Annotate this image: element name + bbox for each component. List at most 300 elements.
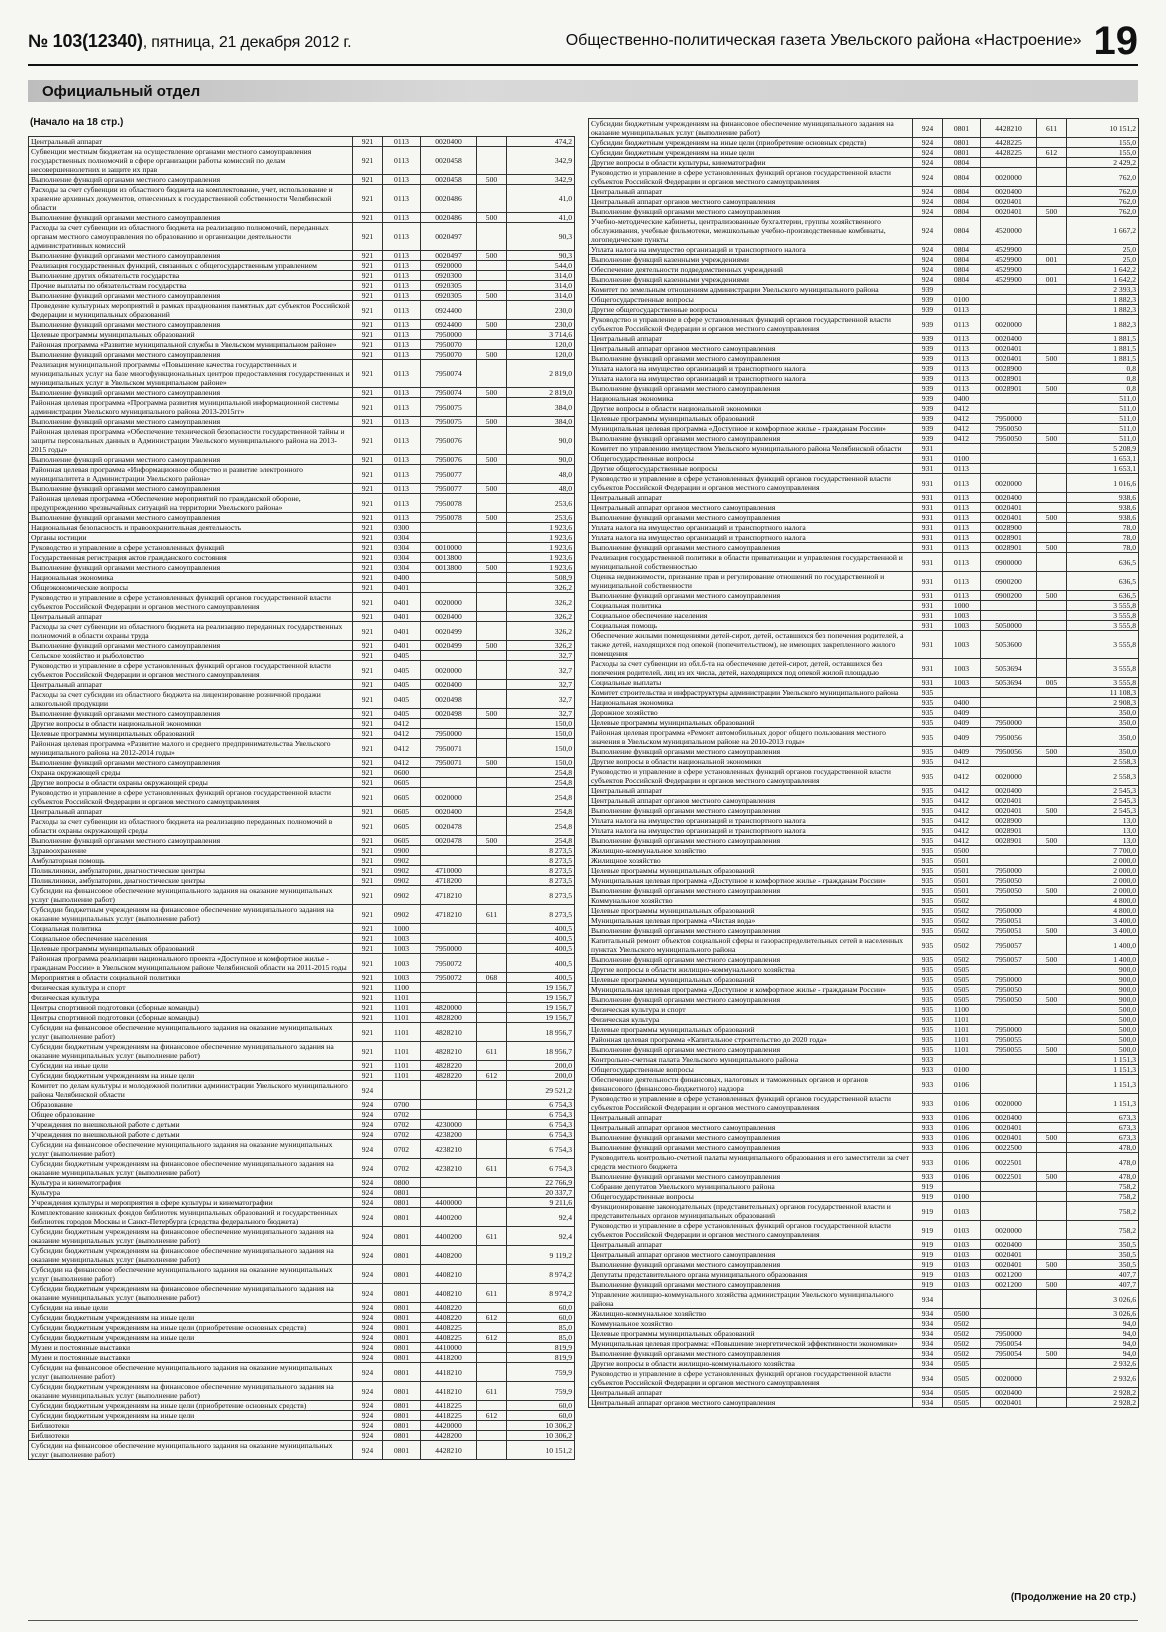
table-row — [589, 621, 1139, 631]
amount: 673,3 — [1067, 1123, 1139, 1133]
expense-type — [477, 1353, 507, 1363]
amount: 78,0 — [1067, 523, 1139, 533]
expense-type: 500 — [1037, 1133, 1067, 1143]
item-name: Другие вопросы в области жилищно-коммунального хозяйства — [589, 965, 913, 975]
ministry-code: 921 — [353, 1061, 383, 1071]
item-name: Центральный аппарат — [589, 1113, 913, 1123]
item-name: Национальная безопасность и правоохранительная деятельность — [29, 523, 353, 533]
item-name: Собрание депутатов Увельского муниципального района — [589, 1182, 913, 1192]
table-row — [589, 728, 1139, 747]
table-row — [29, 690, 575, 709]
item-name: Коммунальное хозяйство — [589, 896, 913, 906]
item-name: Выполнение функций органами местного самоуправления — [29, 758, 353, 768]
target-code: 4529900 — [981, 245, 1037, 255]
target-code — [421, 1188, 477, 1198]
ministry-code: 934 — [913, 1329, 943, 1339]
ministry-code: 933 — [913, 1113, 943, 1123]
amount: 13,0 — [1067, 826, 1139, 836]
continued-from-note: (Начало на 18 стр.) — [30, 117, 124, 128]
expense-type — [1037, 1250, 1067, 1260]
target-code — [421, 924, 477, 934]
expense-type — [1037, 1005, 1067, 1015]
ministry-code: 934 — [913, 1388, 943, 1398]
ministry-code: 935 — [913, 1035, 943, 1045]
expense-type — [477, 807, 507, 817]
table-row — [589, 168, 1139, 187]
item-name: Общегосударственные вопросы — [589, 454, 913, 464]
section-code — [943, 444, 981, 454]
amount: 1 923,6 — [507, 523, 575, 533]
table-row — [29, 612, 575, 622]
expense-type — [1037, 285, 1067, 295]
table-row — [29, 1246, 575, 1265]
target-code: 0020000 — [981, 1094, 1037, 1113]
section-code: 0801 — [383, 1382, 421, 1401]
target-code — [981, 757, 1037, 767]
table-row — [29, 543, 575, 553]
ministry-code: 924 — [913, 245, 943, 255]
section-code: 0502 — [943, 955, 981, 965]
ministry-code: 921 — [353, 807, 383, 817]
section-code: 0801 — [383, 1333, 421, 1343]
ministry-code: 939 — [913, 374, 943, 384]
table-row — [29, 983, 575, 993]
target-code: 0028901 — [981, 374, 1037, 384]
ministry-code: 924 — [913, 138, 943, 148]
expense-type — [1037, 404, 1067, 414]
table-row — [29, 1313, 575, 1323]
expense-type — [477, 223, 507, 251]
expense-type: 500 — [1037, 591, 1067, 601]
amount: 938,6 — [1067, 513, 1139, 523]
table-row — [589, 503, 1139, 513]
section-code: 0412 — [943, 414, 981, 424]
amount: 511,0 — [1067, 434, 1139, 444]
item-name: Целевые программы муниципальных образований — [29, 729, 353, 739]
amount: 2 429,2 — [1067, 158, 1139, 168]
table-row — [29, 866, 575, 876]
target-code: 4428225 — [981, 148, 1037, 158]
amount: 32,7 — [507, 709, 575, 719]
amount: 13,0 — [1067, 816, 1139, 826]
expense-type — [1037, 876, 1067, 886]
item-name: Руководство и управление в сфере установленных функций — [29, 543, 353, 553]
amount: 2 932,6 — [1067, 1359, 1139, 1369]
expense-type — [1037, 659, 1067, 678]
ministry-code: 934 — [913, 1319, 943, 1329]
item-name: Выполнение функций органами местного самоуправления — [589, 806, 913, 816]
ministry-code: 935 — [913, 698, 943, 708]
item-name: Комитет по управлению имуществом Увельского муниципального района Челябинской области — [589, 444, 913, 454]
ministry-code: 935 — [913, 836, 943, 846]
target-code — [421, 856, 477, 866]
item-name: Сельское хозяйство и рыболовство — [29, 651, 353, 661]
item-name: Руководство и управление в сфере установленных функций органов государственной власти субъектов Российской Федерации и органов местного самоуправления — [29, 788, 353, 807]
table-row — [29, 1100, 575, 1110]
section-code: 0502 — [943, 906, 981, 916]
expense-type — [477, 1363, 507, 1382]
ministry-code: 921 — [353, 147, 383, 175]
item-name: Руководство и управление в сфере установленных функций органов государственной власти субъектов Российской Федерации и органов местного самоуправления — [589, 315, 913, 334]
amount: 2 928,2 — [1067, 1398, 1139, 1408]
table-row — [29, 1323, 575, 1333]
target-code: 7950050 — [981, 434, 1037, 444]
section-code: 0505 — [943, 1359, 981, 1369]
ministry-code: 939 — [913, 414, 943, 424]
target-code: 0022501 — [981, 1172, 1037, 1182]
item-name: Комитет по делам культуры и молодежной политики администрации Увельского муниципального района Челябинской области — [29, 1081, 353, 1100]
amount: 7 700,0 — [1067, 846, 1139, 856]
expense-type: 611 — [477, 1159, 507, 1178]
ministry-code: 921 — [353, 573, 383, 583]
table-row — [29, 563, 575, 573]
section-code: 1101 — [383, 1071, 421, 1081]
ministry-code: 924 — [353, 1120, 383, 1130]
section-code: 0113 — [383, 223, 421, 251]
table-row — [589, 926, 1139, 936]
expense-type — [477, 719, 507, 729]
expense-type — [1037, 305, 1067, 315]
ministry-code: 924 — [913, 217, 943, 245]
section-code: 0113 — [383, 465, 421, 484]
amount: 673,3 — [1067, 1113, 1139, 1123]
target-code: 7950077 — [421, 465, 477, 484]
table-row — [589, 394, 1139, 404]
ministry-code: 921 — [353, 836, 383, 846]
target-code: 0021200 — [981, 1280, 1037, 1290]
table-row — [589, 424, 1139, 434]
amount: 1 642,2 — [1067, 275, 1139, 285]
footer-rule — [28, 1620, 1138, 1621]
section-code: 0804 — [943, 245, 981, 255]
expense-type: 500 — [1037, 207, 1067, 217]
item-name: Социальная политика — [29, 924, 353, 934]
ministry-code: 921 — [353, 320, 383, 330]
item-name: Выполнение функций органами местного самоуправления — [29, 709, 353, 719]
target-code: 7950075 — [421, 417, 477, 427]
item-name: Расходы за счет субвенции из областного бюджета на комплектование, учет, использование и хранение архивных документов, отнесенных к государственной собственности Челябинской области — [29, 185, 353, 213]
expense-type — [477, 271, 507, 281]
item-name: Обеспечение деятельности подведомственных учреждений — [589, 265, 913, 275]
target-code — [421, 573, 477, 583]
item-name: Выполнение функций органами местного самоуправления — [589, 591, 913, 601]
amount: 508,9 — [507, 573, 575, 583]
table-row — [29, 494, 575, 513]
section-code: 0103 — [943, 1221, 981, 1240]
table-row — [29, 944, 575, 954]
target-code — [981, 464, 1037, 474]
expense-type — [477, 1246, 507, 1265]
item-name: Районная программа «Развитие муниципальной службы в Увельском муниципальном районе» — [29, 340, 353, 350]
item-name: Целевые программы муниципальных образований — [29, 944, 353, 954]
amount: 478,0 — [1067, 1153, 1139, 1172]
table-row — [589, 1349, 1139, 1359]
item-name: Центры спортивной подготовки (сборные команды) — [29, 1003, 353, 1013]
item-name: Центральный аппарат — [29, 137, 353, 147]
section-code — [943, 688, 981, 698]
amount: 1 667,2 — [1067, 217, 1139, 245]
ministry-code: 935 — [913, 816, 943, 826]
expense-type — [477, 983, 507, 993]
expense-type — [1037, 474, 1067, 493]
expense-type: 500 — [1037, 543, 1067, 553]
ministry-code: 935 — [913, 916, 943, 926]
section-code: 0113 — [943, 543, 981, 553]
expense-type — [477, 729, 507, 739]
table-row — [29, 973, 575, 983]
target-code: 0020401 — [981, 796, 1037, 806]
amount: 407,7 — [1067, 1270, 1139, 1280]
amount: 2 558,3 — [1067, 757, 1139, 767]
amount: 326,2 — [507, 641, 575, 651]
table-row — [589, 1202, 1139, 1221]
ministry-code: 931 — [913, 454, 943, 464]
ministry-code: 924 — [353, 1353, 383, 1363]
expense-type: 612 — [477, 1333, 507, 1343]
amount: 1 923,6 — [507, 543, 575, 553]
amount: 384,0 — [507, 398, 575, 417]
expense-type — [1037, 553, 1067, 572]
item-name: Выполнение функций казенными учреждениями — [589, 275, 913, 285]
target-code: 0020400 — [421, 807, 477, 817]
expense-type — [477, 543, 507, 553]
expense-type — [1037, 816, 1067, 826]
amount: 85,0 — [507, 1323, 575, 1333]
target-code: 0020000 — [981, 315, 1037, 334]
amount: 6 754,3 — [507, 1100, 575, 1110]
amount: 8 273,5 — [507, 856, 575, 866]
target-code: 7950050 — [981, 876, 1037, 886]
table-row — [29, 553, 575, 563]
ministry-code: 939 — [913, 334, 943, 344]
amount: 150,0 — [507, 739, 575, 758]
target-code — [981, 1055, 1037, 1065]
expense-type: 500 — [477, 641, 507, 651]
item-name: Центральный аппарат — [589, 334, 913, 344]
amount: 1 882,3 — [1067, 305, 1139, 315]
table-row — [29, 417, 575, 427]
section-code: 0505 — [943, 975, 981, 985]
section-code: 0106 — [943, 1075, 981, 1094]
expense-type — [1037, 1143, 1067, 1153]
expense-type: 500 — [1037, 836, 1067, 846]
table-row — [29, 388, 575, 398]
amount: 3 400,0 — [1067, 916, 1139, 926]
target-code — [981, 708, 1037, 718]
amount: 1 923,6 — [507, 563, 575, 573]
item-name: Районная программа реализации национального проекта «Доступное и комфортное жилье - гражданам России» в Увельском муниципальном районе Челябинской области на 2011-2015 годы — [29, 954, 353, 973]
expense-type — [477, 1208, 507, 1227]
ministry-code: 919 — [913, 1240, 943, 1250]
target-code: 4820000 — [421, 1003, 477, 1013]
ministry-code: 935 — [913, 826, 943, 836]
section-code — [943, 1290, 981, 1309]
amount: 2 558,3 — [1067, 767, 1139, 786]
table-row — [29, 641, 575, 651]
expense-type — [477, 768, 507, 778]
item-name: Руководство и управление в сфере установленных функций органов государственной власти субъектов Российской Федерации и органов местного самоуправления — [589, 168, 913, 187]
item-name: Субсидии на финансовое обеспечение муниципального задания на оказание муниципальных услуг (выполнение работ) — [29, 1441, 353, 1460]
table-row — [589, 572, 1139, 591]
item-name: Субсидии бюджетным учреждениям на финансовое обеспечение муниципального задания на оказание муниципальных услуг (выполнение работ) — [29, 1382, 353, 1401]
item-name: Расходы за счет субвенции из областного бюджета на реализацию переданных государственных полномочий в области охраны труда — [29, 622, 353, 641]
expense-type: 500 — [477, 291, 507, 301]
ministry-code: 935 — [913, 886, 943, 896]
amount: 8 974,2 — [507, 1284, 575, 1303]
section-code: 0113 — [383, 427, 421, 455]
expense-type: 500 — [477, 513, 507, 523]
expense-type — [1037, 1339, 1067, 1349]
item-name: Центры спортивной подготовки (сборные команды) — [29, 1013, 353, 1023]
item-name: Жилищно-коммунальное хозяйство — [589, 1309, 913, 1319]
target-code: 4520000 — [981, 217, 1037, 245]
section-code: 0106 — [943, 1153, 981, 1172]
target-code: 0020000 — [981, 1369, 1037, 1388]
section-code: 0113 — [383, 261, 421, 271]
item-name: Охрана окружающей среды — [29, 768, 353, 778]
table-row — [589, 374, 1139, 384]
item-name: Общегосударственные вопросы — [589, 1192, 913, 1202]
target-code: 4408225 — [421, 1323, 477, 1333]
item-name: Выполнение функций органами местного самоуправления — [589, 1045, 913, 1055]
item-name: Физическая культура и спорт — [29, 983, 353, 993]
section-code: 0502 — [943, 1319, 981, 1329]
item-name: Жилищно-коммунальное хозяйство — [589, 846, 913, 856]
section-code: 0505 — [943, 1369, 981, 1388]
page-number: 19 — [1093, 19, 1138, 63]
target-code: 0020478 — [421, 817, 477, 836]
amount: 85,0 — [507, 1333, 575, 1343]
target-code: 4420000 — [421, 1421, 477, 1431]
section-code: 0801 — [383, 1313, 421, 1323]
table-row — [589, 767, 1139, 786]
target-code: 0021200 — [981, 1270, 1037, 1280]
table-row — [29, 924, 575, 934]
target-code: 4828210 — [421, 1023, 477, 1042]
item-name: Районная целевая программа «Обеспечение технической безопасности государственной тайны и защиты персональных данных в Администрации Увельского муниципального района на 2013-2015 годы» — [29, 427, 353, 455]
amount: 2 545,3 — [1067, 796, 1139, 806]
amount: 314,0 — [507, 271, 575, 281]
table-row — [589, 659, 1139, 678]
amount: 326,2 — [507, 612, 575, 622]
item-name: Социальные выплаты — [589, 678, 913, 688]
expense-type — [477, 185, 507, 213]
item-name: Выполнение функций органами местного самоуправления — [589, 513, 913, 523]
section-code: 0801 — [383, 1323, 421, 1333]
target-code: 0020000 — [981, 168, 1037, 187]
amount: 762,0 — [1067, 187, 1139, 197]
amount: 900,0 — [1067, 985, 1139, 995]
ministry-code: 924 — [913, 265, 943, 275]
section-code: 1101 — [383, 1042, 421, 1061]
ministry-code: 935 — [913, 866, 943, 876]
expense-type — [477, 612, 507, 622]
expense-type — [1037, 315, 1067, 334]
table-row — [29, 593, 575, 612]
table-row — [29, 533, 575, 543]
item-name: Выполнение функций органами местного самоуправления — [589, 384, 913, 394]
expense-type — [1037, 1113, 1067, 1123]
expense-type — [1037, 394, 1067, 404]
amount: 758,2 — [1067, 1221, 1139, 1240]
target-code — [981, 1192, 1037, 1202]
section-code: 1003 — [383, 934, 421, 944]
expense-type — [1037, 503, 1067, 513]
amount: 500,0 — [1067, 1035, 1139, 1045]
table-row — [29, 954, 575, 973]
amount: 511,0 — [1067, 394, 1139, 404]
target-code: 0020000 — [981, 1221, 1037, 1240]
expense-type — [477, 1178, 507, 1188]
amount: 1 642,2 — [1067, 265, 1139, 275]
section-code — [943, 1182, 981, 1192]
item-name: Образование — [29, 1100, 353, 1110]
ministry-code: 921 — [353, 417, 383, 427]
table-row — [589, 315, 1139, 334]
target-code: 0022500 — [981, 1143, 1037, 1153]
amount: 8 273,5 — [507, 886, 575, 905]
table-row — [589, 1005, 1139, 1015]
amount: 407,7 — [1067, 1280, 1139, 1290]
item-name: Национальная экономика — [29, 573, 353, 583]
amount: 6 754,3 — [507, 1110, 575, 1120]
item-name: Учреждения по внешкольной работе с детьми — [29, 1130, 353, 1140]
item-name: Выполнение функций органами местного самоуправления — [29, 563, 353, 573]
expense-type: 500 — [477, 175, 507, 185]
target-code: 0028901 — [981, 533, 1037, 543]
amount: 819,9 — [507, 1343, 575, 1353]
section-code: 0501 — [943, 866, 981, 876]
item-name: Общеэкономические вопросы — [29, 583, 353, 593]
expense-type: 500 — [1037, 434, 1067, 444]
amount: 32,7 — [507, 651, 575, 661]
amount: 2 000,0 — [1067, 856, 1139, 866]
section-code: 0801 — [383, 1363, 421, 1382]
item-name: Выполнение функций органами местного самоуправления — [29, 836, 353, 846]
target-code: 0020499 — [421, 622, 477, 641]
ministry-code: 935 — [913, 896, 943, 906]
amount: 350,5 — [1067, 1260, 1139, 1270]
item-name: Муниципальная целевая программа «Доступное и комфортное жилье - гражданам России» — [589, 876, 913, 886]
target-code — [981, 856, 1037, 866]
item-name: Центральный аппарат — [29, 680, 353, 690]
amount: 900,0 — [1067, 995, 1139, 1005]
expense-type — [1037, 265, 1067, 275]
table-row — [29, 1013, 575, 1023]
amount: 2 545,3 — [1067, 786, 1139, 796]
table-row — [589, 786, 1139, 796]
expense-type — [1037, 1055, 1067, 1065]
section-code: 0500 — [943, 846, 981, 856]
expense-type — [477, 856, 507, 866]
section-code: 0605 — [383, 807, 421, 817]
section-code: 0801 — [383, 1411, 421, 1421]
ministry-code: 933 — [913, 1172, 943, 1182]
amount: 90,3 — [507, 251, 575, 261]
ministry-code: 924 — [353, 1284, 383, 1303]
item-name: Национальная экономика — [589, 698, 913, 708]
section-code: 0113 — [943, 572, 981, 591]
ministry-code: 921 — [353, 661, 383, 680]
table-row — [29, 1343, 575, 1353]
ministry-code: 935 — [913, 906, 943, 916]
section-code: 0106 — [943, 1094, 981, 1113]
ministry-code: 921 — [353, 360, 383, 388]
ministry-code: 924 — [353, 1313, 383, 1323]
target-code: 4408220 — [421, 1303, 477, 1313]
table-row — [29, 1333, 575, 1343]
item-name: Центральный аппарат органов местного самоуправления — [589, 1398, 913, 1408]
